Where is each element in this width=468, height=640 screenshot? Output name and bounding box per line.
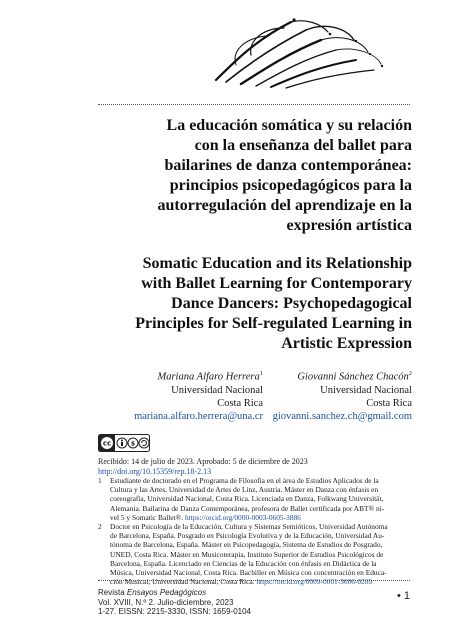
title-es-line: principios psicopedagógicos para la <box>169 177 412 194</box>
footnote-ref[interactable]: 1 <box>259 370 263 377</box>
footnote-line: Alemania. Bailarina de Danza Contemporánea, profesora de Ballet certificada por ABT® ni- <box>110 503 385 513</box>
received-approved-dates: Recibido: 14 de julio de 2023. Aprobado: 5 de diciembre de 2023 <box>98 457 308 466</box>
title-es-line: con la enseñanza del ballet para <box>194 137 412 154</box>
issn-info: 1-27. EISSN: 2215-3330, ISSN: 1659-0104 <box>98 607 251 616</box>
author-name: Mariana Alfaro Herrera <box>157 371 260 383</box>
author-name: Giovanni Sánchez Chacón <box>297 371 409 383</box>
author-footnote-1 <box>98 476 412 522</box>
footnote-line: Doctor en Psicología de la Educación, Cultura y Sistemas Semióticos, Universidad Autónoma <box>110 522 388 531</box>
svg-text:$: $ <box>130 440 136 448</box>
title-es-line: bailarines de danza contemporánea: <box>164 157 412 174</box>
article-dates <box>98 457 412 476</box>
footnote-line: Música, Universidad Nacional, Costa Rica. Bachiller en Música con concentración en Educa- <box>110 568 387 578</box>
article-title-english <box>98 254 412 354</box>
footnote-text: ción Musical, Universidad Nacional, Costa Rica. <box>110 577 255 587</box>
title-en-line: Artistic Expression <box>281 335 412 352</box>
title-en-line: Dance Dancers: Psychopedagogical <box>171 295 412 312</box>
title-en-line: Somatic Education and its Relationship <box>142 255 412 272</box>
footnote-line: Cultura y las Artes, Universidad de Artes de Linz, Austria. Máster en Danza con énfasis en <box>110 485 379 495</box>
orcid-link[interactable]: https://orcid.org/0000-0003-0605-3886 <box>185 512 301 522</box>
journal-footer <box>98 588 412 617</box>
orcid-link[interactable]: https://orcid.org/0009-0001-3606-0289 <box>256 577 373 587</box>
title-es-line: autorregulación del aprendizaje en la <box>157 197 412 214</box>
author-affiliation: Universidad Nacional <box>320 384 412 396</box>
author-country: Costa Rica <box>366 397 412 409</box>
footnote-ref[interactable]: 2 <box>408 370 412 377</box>
footnote-line <box>98 513 412 522</box>
author-country: Costa Rica <box>217 397 263 409</box>
author-email-link[interactable]: mariana.alfaro.herrera@una.cr <box>134 410 263 422</box>
footnote-text: vel 5 y Somatic Ballet®. <box>110 512 184 522</box>
author-block-2 <box>266 367 412 423</box>
bottom-divider <box>98 580 410 581</box>
title-en-line: Principles for Self-regulated Learning in <box>135 315 412 332</box>
svg-text:cc: cc <box>102 439 112 448</box>
author-affiliation: Universidad Nacional <box>171 384 263 396</box>
page-number: • 1 <box>396 590 410 602</box>
creative-commons-license-icon[interactable] <box>98 434 150 452</box>
title-en-line: with Ballet Learning for Contemporary <box>141 275 412 292</box>
footnote-line: coreografía, Universidad Nacional, Costa Rica. Licenciada en Danza, Folkwang Universität, <box>110 494 384 504</box>
title-es-line: La educación somática y su relación <box>166 117 412 134</box>
footnote-line: UNED, Costa Rica. Máster en Musicoterapia, Instituto Superior de Estudios Psicológicos de <box>110 549 384 559</box>
author-email-link[interactable]: giovanni.sanchez.ch@gmail.com <box>272 410 412 422</box>
article-title-spanish <box>98 116 412 236</box>
footnote-line: Estudiante de doctorado en el Programa de Filosofía en el área de Estudios Aplicados de la <box>110 476 379 485</box>
footnote-line: Barcelona, España. Licenciado en Ciencias de la Educación con énfasis en Didáctica de la <box>110 558 377 568</box>
author-block-1 <box>98 367 263 423</box>
footnote-line <box>98 577 412 586</box>
author-footnote-2 <box>98 522 412 586</box>
footnote-number: 1 <box>98 476 102 485</box>
volume-info: Vol. XVIII, N.º 2. Julio-diciembre, 2023 <box>98 597 234 607</box>
journal-prefix: Revista <box>98 588 125 597</box>
footnote-number: 2 <box>98 522 102 531</box>
footnote-line: de Barcelona, España. Posgrado en Psicología Evolutiva y de la Educación, Universidad Au- <box>110 531 385 541</box>
footnote-line: tónoma de Barcelona, España. Máster en Psicopedagogía, Sistema de Estudios de Posgrado, <box>110 540 383 550</box>
doi-link[interactable]: http://doi.org/10.15359/rep.18-2.13 <box>98 466 212 476</box>
journal-name: Ensayos Pedagógicos <box>126 588 207 597</box>
journal-logo-icon <box>196 10 386 90</box>
title-es-line: expresión artística <box>286 217 412 234</box>
top-divider <box>98 104 410 105</box>
